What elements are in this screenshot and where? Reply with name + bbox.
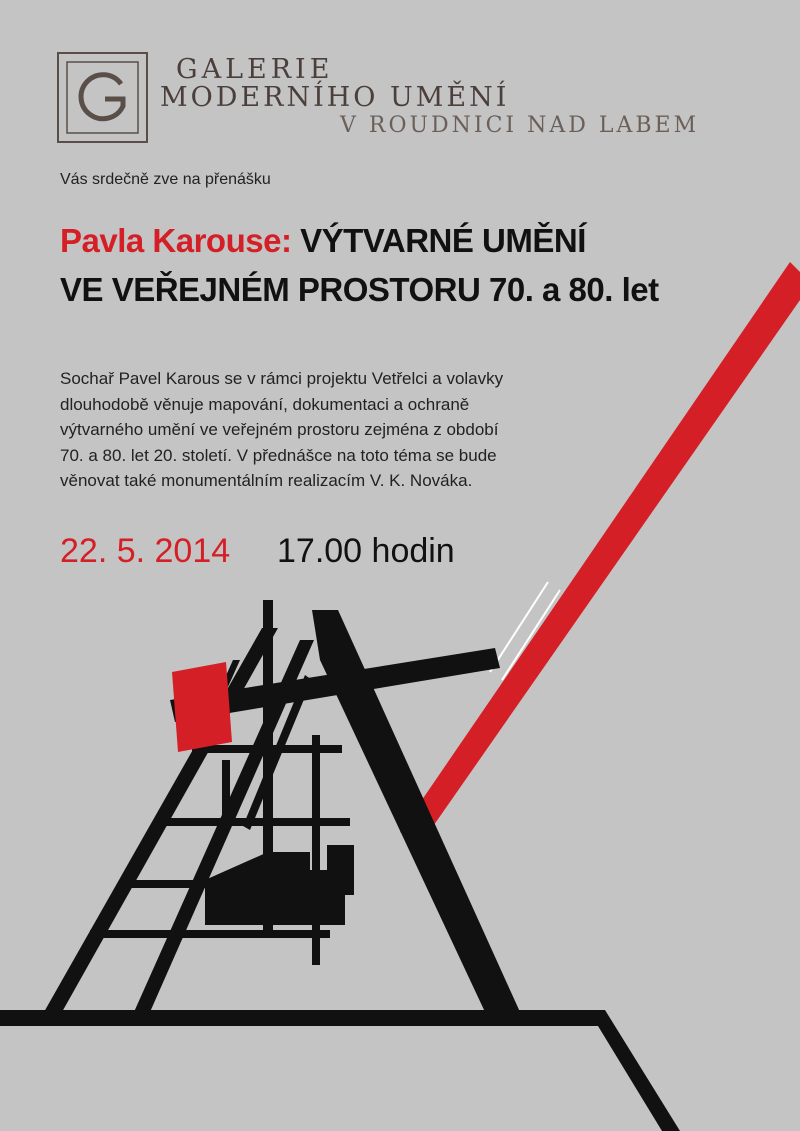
motor-box [327, 845, 354, 895]
base-block [205, 852, 345, 925]
g-letter-icon [59, 54, 146, 141]
lecture-description [60, 366, 620, 494]
gallery-name-line1: GALERIE [176, 54, 334, 85]
invitation-text: Vás srdečně zve na přenášku [60, 171, 271, 188]
description-line: věnovat také monumentálním realizacím V. K. Nováka. [60, 471, 473, 490]
gallery-name-line2: MODERNÍHO UMĚNÍ [160, 82, 510, 113]
description-line: Sochař Pavel Karous se v rámci projektu Vetřelci a volavky [60, 369, 504, 388]
frame-bar [192, 745, 342, 753]
frame-bar [222, 760, 230, 820]
red-block [172, 662, 232, 752]
gallery-location: V ROUDNICI NAD LABEM [340, 113, 700, 138]
event-time: 17.00 hodin [277, 532, 455, 570]
description-line: výtvarného umění ve veřejném prostoru zejména z období [60, 420, 499, 439]
frame-bar [160, 818, 350, 826]
lecture-title-line2: VE VEŘEJNÉM PROSTORU 70. a 80. let [60, 271, 659, 308]
title-part: VÝTVARNÉ UMĚNÍ [291, 222, 586, 259]
speaker-name: Pavla Karouse: [60, 222, 292, 259]
ground-line [0, 1010, 680, 1131]
description-line: 70. a 80. let 20. století. V přednášce na toto téma se bude [60, 445, 497, 465]
red-diagonal-beam [400, 262, 800, 845]
frame-bar [90, 930, 330, 938]
event-date: 22. 5. 2014 [60, 532, 231, 570]
lecture-title-line1 [60, 222, 586, 260]
gallery-logo [57, 52, 148, 143]
description-line: dlouhodobě věnuje mapování, dokumentaci a ochraně [60, 394, 470, 414]
